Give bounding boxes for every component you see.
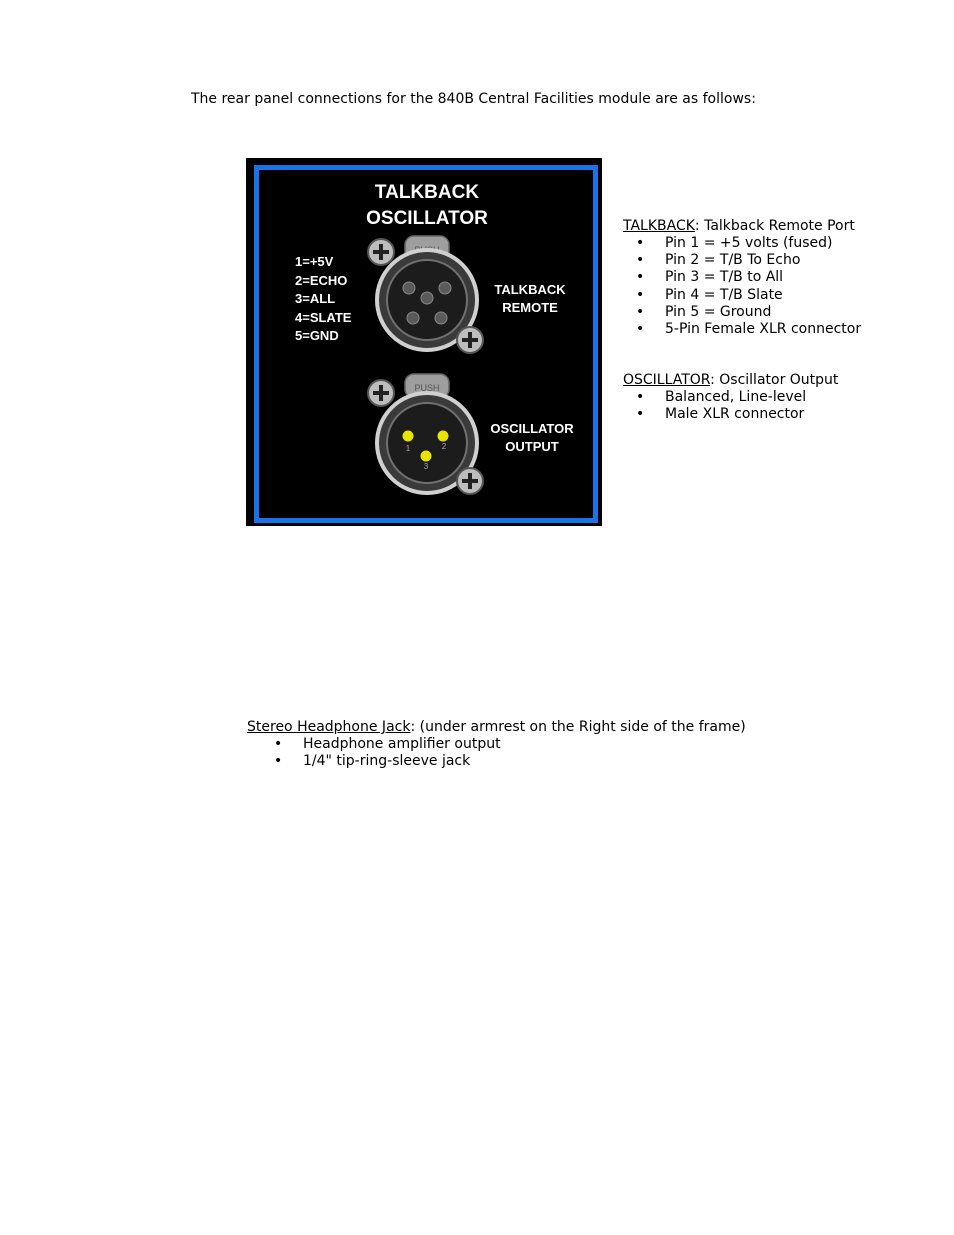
bullet-icon: • bbox=[636, 303, 645, 320]
list-item bbox=[623, 269, 861, 286]
headphone-section bbox=[247, 719, 746, 770]
headphone-heading-rest: : (under armrest on the Right side of the frame) bbox=[410, 719, 746, 735]
xlr-pin bbox=[403, 431, 414, 442]
list-item-text: Headphone amplifier output bbox=[303, 736, 501, 752]
bullet-icon: • bbox=[636, 235, 645, 251]
talkback-heading-underlined: TALKBACK bbox=[623, 218, 695, 234]
pinout-line: 3=ALL bbox=[295, 291, 336, 306]
oscillator-list bbox=[623, 389, 838, 423]
xlr-pin bbox=[421, 451, 432, 462]
talkback-xlr-connector bbox=[368, 236, 483, 353]
push-label: PUSH bbox=[414, 383, 440, 393]
pinout-line: 2=ECHO bbox=[295, 273, 348, 288]
pin-number: 2 bbox=[441, 442, 447, 451]
list-item bbox=[623, 252, 861, 269]
bullet-icon: • bbox=[274, 736, 283, 752]
bullet-icon: • bbox=[636, 269, 645, 286]
list-item-text: Pin 3 = T/B to All bbox=[665, 269, 784, 286]
oscillator-heading-rest: : Oscillator Output bbox=[710, 372, 839, 388]
oscillator-output-label: OSCILLATOR bbox=[490, 421, 574, 436]
list-item-text: Male XLR connector bbox=[665, 406, 805, 423]
oscillator-xlr-connector bbox=[368, 374, 483, 494]
list-item-text: Pin 5 = Ground bbox=[665, 303, 772, 320]
oscillator-heading-underlined: OSCILLATOR bbox=[623, 372, 711, 388]
bullet-icon: • bbox=[274, 753, 283, 770]
list-item bbox=[623, 389, 838, 406]
talkback-remote-label: REMOTE bbox=[502, 300, 558, 315]
bullet-icon: • bbox=[636, 406, 645, 423]
bullet-icon: • bbox=[636, 320, 645, 337]
talkback-heading-rest: : Talkback Remote Port bbox=[694, 218, 855, 234]
pin-number: 1 bbox=[405, 444, 411, 453]
oscillator-output-label: OUTPUT bbox=[505, 439, 559, 454]
list-item-text: Balanced, Line-level bbox=[665, 389, 807, 405]
list-item bbox=[623, 287, 861, 304]
headphone-heading bbox=[247, 719, 746, 736]
pinout-line: 1=+5V bbox=[295, 254, 334, 269]
list-item bbox=[623, 406, 838, 423]
bullet-icon: • bbox=[636, 389, 645, 405]
talkback-remote-label: TALKBACK bbox=[494, 282, 566, 297]
bullet-icon: • bbox=[636, 252, 645, 269]
pin-number: 3 bbox=[423, 462, 429, 471]
xlr-pin bbox=[438, 431, 449, 442]
list-item-text: 5-Pin Female XLR connector bbox=[665, 320, 862, 337]
bullet-icon: • bbox=[636, 286, 645, 303]
headphone-list bbox=[247, 736, 746, 770]
oscillator-section bbox=[623, 372, 838, 423]
talkback-list bbox=[623, 235, 861, 338]
list-item bbox=[247, 753, 746, 770]
list-item bbox=[623, 304, 861, 321]
pinout-legend bbox=[295, 254, 352, 343]
talkback-heading bbox=[623, 218, 861, 235]
oscillator-heading bbox=[623, 372, 838, 389]
headphone-heading-underlined: Stereo Headphone Jack bbox=[247, 719, 411, 735]
list-item-text: Pin 4 = T/B Slate bbox=[665, 286, 783, 303]
list-item bbox=[623, 321, 861, 338]
list-item-text: Pin 2 = T/B To Echo bbox=[665, 252, 801, 269]
list-item-text: 1/4" tip-ring-sleeve jack bbox=[303, 753, 471, 770]
list-item-text: Pin 1 = +5 volts (fused) bbox=[665, 235, 833, 251]
pinout-line: 5=GND bbox=[295, 328, 339, 343]
list-item bbox=[623, 235, 861, 252]
talkback-section bbox=[623, 218, 861, 338]
pinout-line: 4=SLATE bbox=[295, 310, 352, 325]
intro-text: The rear panel connections for the 840B Central Facilities module are as follows: bbox=[191, 91, 756, 107]
panel-title-line1: TALKBACK bbox=[374, 182, 480, 203]
rear-panel-image bbox=[246, 158, 602, 526]
panel-graphic bbox=[246, 158, 602, 526]
panel-title-line2: OSCILLATOR bbox=[366, 208, 488, 229]
list-item bbox=[247, 736, 746, 753]
